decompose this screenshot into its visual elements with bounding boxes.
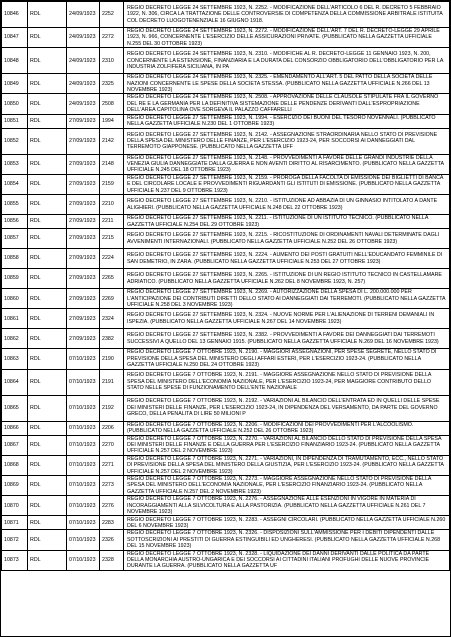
table-row: [2, 550, 450, 570]
record-description-cell: REGIO DECRETO LEGGE 27 SETTEMBRE 1923, N. 2224. - AUMENTO DEI POSTI GRATUITI NELL'EDUCANDATO FEMMINILE DI SAN DEMETRIO, IN ZARA. (PUBBLICATO NELLA GAZZETTA UFFICIALE N.253 DEL 27 OTTOBRE 1923): [124, 249, 450, 269]
record-date-cell: 07/10/1923: [67, 369, 100, 395]
record-type-cell: RDL: [28, 289, 67, 309]
record-type-cell: RDL: [28, 369, 67, 395]
record-code-cell: 2252: [100, 2, 124, 28]
record-date-cell: 27/09/1923: [67, 329, 100, 349]
record-description-cell: REGIO DECRETO LEGGE 27 SETTEMBRE 1923, N. 2210. - ISTITUZIONE AD ABBAZIA DI UN GINNASIO INTITOLATO A DANTE ALIGHIERI. (PUBBLICATO NELLA GAZZETTA UFFICIALE N.248 DEL 22 OTTOBRE 1923): [124, 195, 450, 215]
record-number-cell: 10848: [2, 48, 28, 74]
record-type-cell: RDL: [28, 74, 67, 94]
table-row: [2, 395, 450, 421]
record-date-cell: 07/10/1923: [67, 550, 100, 570]
records-table: [1, 1, 450, 571]
record-description-cell: REGIO DECRETO LEGGE 27 SETTEMBRE 1923, N. 2148. - PROVVEDIMENTI A FAVORE DELLE GRANDI INDUSTRIE DELLA VENEZIA GIULIA DANNEGGIATE DALLA GUERRA E NON AVENTI DIRITTO AL RISARCIMENTO. (PUBBLICATO NELLA GAZZETTA UFFICIALE N.245 DEL 18 OTTOBRE 1923): [124, 154, 450, 174]
record-date-cell: 27/09/1923: [67, 229, 100, 249]
record-number-cell: 10863: [2, 349, 28, 369]
record-description-cell: REGIO DECRETO LEGGE 27 SETTEMBRE 1923, N. 2269. - AUTORIZZAZIONE DELLA SPESA DI L. 200.000.000 PER L'ANTICIPAZIONE DEI CONTRIBUTI DIRETTI DELLO STATO AI DANNEGGIATI DAI TERREMOTI. (PUBBLICATO NELLA GAZZETTA UFFICIALE N.258 DEL 3 NOVEMBRE 1923): [124, 289, 450, 309]
record-number-cell: 10858: [2, 249, 28, 269]
record-date-cell: 07/10/1923: [67, 421, 100, 435]
table-row: [2, 455, 450, 475]
record-code-cell: 2224: [100, 249, 124, 269]
record-date-cell: 07/10/1923: [67, 435, 100, 455]
record-description-cell: REGIO DECRETO LEGGE 7 OTTOBRE 1923, N. 2270. - VARIAZIONI AL BILANCIO DELLO STATO DI PREVISIONE DELLA SPESA DEI MINISTERI DELLE FINANZE E DELLA GUERRA PER L'ESERCIZIO FINANZIARIO 1923-24. (PUBBLICATO NELLA GAZZETTA UFFICIALE N.257 DEL 2 NOVEMBRE 1923): [124, 435, 450, 455]
table-row: [2, 74, 450, 94]
record-code-cell: 2272: [100, 28, 124, 48]
record-number-cell: 10853: [2, 154, 28, 174]
record-number-cell: 10851: [2, 114, 28, 128]
record-code-cell: 2215: [100, 229, 124, 249]
record-type-cell: RDL: [28, 421, 67, 435]
record-date-cell: 24/09/1923: [67, 94, 100, 114]
record-code-cell: 2191: [100, 369, 124, 395]
record-number-cell: 10871: [2, 516, 28, 530]
record-date-cell: 07/10/1923: [67, 516, 100, 530]
record-description-cell: REGIO DECRETO LEGGE 27 SETTEMBRE 1923, N. 2142. - ASSEGNAZIONE STRAORDINARIA NELLO STATO DI PREVISIONE DELLA SPESA DEL MINISTERO DELLE FINANZE, PER L'ESERCIZIO 1923-24, PER SOCCORSI AI DANNEGGIATI DAL TERREMOTO GIAPPONESE. (PUBBLICATO NELLA GAZZETTA UFF: [124, 128, 450, 154]
record-date-cell: 24/09/1923: [67, 48, 100, 74]
record-type-cell: RDL: [28, 455, 67, 475]
record-type-cell: RDL: [28, 249, 67, 269]
record-date-cell: 07/10/1923: [67, 475, 100, 495]
record-code-cell: 2269: [100, 289, 124, 309]
table-row: [2, 475, 450, 495]
record-date-cell: 27/09/1923: [67, 195, 100, 215]
record-type-cell: RDL: [28, 28, 67, 48]
table-row: [2, 94, 450, 114]
table-row: [2, 229, 450, 249]
record-number-cell: 10864: [2, 369, 28, 395]
record-type-cell: RDL: [28, 530, 67, 550]
record-type-cell: RDL: [28, 94, 67, 114]
record-type-cell: RDL: [28, 2, 67, 28]
record-type-cell: RDL: [28, 516, 67, 530]
record-description-cell: REGIO DECRETO LEGGE 7 OTTOBRE 1923, N. 2328. - LIQUIDAZIONE DEI DANNI DERIVANTI DALLE POLITICA DA PARTE DELLA MONARCHIA AUSTRO-UNGARICA E DEI SOCCORSI AI CITTADINI ITALIANI PROFUGHI DELLE NUOVE PROVINCIE DURANTE LA GUERRA. (PUBBLICATO NELLA GAZZETTA UF: [124, 550, 450, 570]
record-number-cell: 10847: [2, 28, 28, 48]
record-type-cell: RDL: [28, 309, 67, 329]
record-code-cell: 2325: [100, 74, 124, 94]
record-type-cell: RDL: [28, 128, 67, 154]
record-date-cell: 27/09/1923: [67, 128, 100, 154]
record-description-cell: REGIO DECRETO LEGGE 7 OTTOBRE 1923, N. 2273. - MAGGIORE ASSEGNAZIONE NELLO STATO DI PREVISIONE DELLA SPESA DEL MINISTERO DELL'ECONOMIA NAZIONALE, PER L'ESERCIZIO FINANZIARIO 1923-24. (PUBBLICATO NELLA GAZZETTA UFFICIALE N.257 DEL 2 NOVEMBRE 1923): [124, 475, 450, 495]
records-table-body: [2, 2, 450, 571]
record-date-cell: 27/09/1923: [67, 269, 100, 289]
record-description-cell: REGIO DECRETO LEGGE 7 OTTOBRE 1923, N. 2192. - VARIAZIONI AL BILANCIO DELL'ENTRATA ED IN QUELLI DELLE SPESE DEI MINISTERI DELLE FINANZE, PER L'ESERCIZIO 1923-24, IN DIPENDENZA DEL VERSAMENTO, DA PARTE DEL GOVERNO GRECO, DELLA PENALITA DI LIRE 50 MILIONI P: [124, 395, 450, 421]
record-number-cell: 10856: [2, 215, 28, 229]
record-type-cell: RDL: [28, 475, 67, 495]
record-type-cell: RDL: [28, 48, 67, 74]
record-description-cell: REGIO DECRETO LEGGE 24 SETTEMBRE 1923, N. 2252. - MODIFICAZIONE DELL'ARTICOLO 6 DEL R. DECRETO 5 FEBBRAIO 1922, N. 306, CIRCA LA TRATTAZIONE DELLE CONTROVERSIE DI COMPETENZA DELLA COMMISSIONE ARBITRALE ISTITUITA COL DECRETO LUOGOTENENZIALE 16 GIUGNO 1918.: [124, 2, 450, 28]
record-type-cell: RDL: [28, 154, 67, 174]
record-number-cell: 10862: [2, 329, 28, 349]
record-number-cell: 10866: [2, 421, 28, 435]
table-row: [2, 128, 450, 154]
record-description-cell: REGIO DECRETO LEGGE 7 OTTOBRE 1923, N. 2191. - MAGGIORE ASSEGNAZIONE NELLO STATO DI PREVISIONE DELLA SPESA DEL MINISTERO DELL'ECONOMIA NAZIONALE, PER L'ESERCIZIO 1923-24, PER MAGGIORE CONTRIBUTO DELLO STATO NELLE SPESE DI FUNZIONAMENTO DELL'ENTE NAZIONALE: [124, 369, 450, 395]
record-description-cell: REGIO DECRETO LEGGE 27 SETTEMBRE 1923, N. 2211. - ISTITUZIONE DI UN ISTITUTO TECNICO. (PUBBLICATO NELLA GAZZETTA UFFICIALE N.254 DEL 29 OTTOBRE 1923): [124, 215, 450, 229]
table-row: [2, 349, 450, 369]
record-number-cell: 10849: [2, 74, 28, 94]
record-code-cell: 2283: [100, 516, 124, 530]
table-row: [2, 421, 450, 435]
record-number-cell: 10873: [2, 550, 28, 570]
record-description-cell: REGIO DECRETO LEGGE 24 SETTEMBRE 1923, N. 2310. - MODIFICHE AL R. DECRETO-LEGGE 11 GENNAIO 1923, N. 200, CONCERNENTE LA ESTENSIONE, FINANZIARIA E LA DURATA DEL CONSORZIO OBBLIGATORIO DELL'OBBLIGATORIO PER LA INDUSTRIA ZOLFIFERA SICILIANA, IN PA: [124, 48, 450, 74]
record-type-cell: RDL: [28, 349, 67, 369]
record-code-cell: 2210: [100, 195, 124, 215]
record-type-cell: RDL: [28, 435, 67, 455]
record-type-cell: RDL: [28, 229, 67, 249]
record-code-cell: 2273: [100, 475, 124, 495]
record-description-cell: REGIO DECRETO LEGGE 27 SETTEMBRE 1923, N. 2159. - PROROGA DELLA FACOLTA DI EMISSIONE DEI BIGLIETTI DI BANCA E DEL CIRCOLARE LOCALE E PROVVEDIMENTI RIGUARDANTI GLI ISTITUTI DI EMISSIONE. (PUBBLICATO NELLA GAZZETTA UFFICIALE N.237 DEL 9 OTTOBRE 1923): [124, 174, 450, 194]
table-row: [2, 48, 450, 74]
table-row: [2, 435, 450, 455]
record-number-cell: 10861: [2, 309, 28, 329]
record-code-cell: 2190: [100, 349, 124, 369]
table-row: [2, 2, 450, 28]
table-row: [2, 289, 450, 309]
record-type-cell: RDL: [28, 329, 67, 349]
record-date-cell: 07/10/1923: [67, 395, 100, 421]
record-description-cell: REGIO DECRETO LEGGE 24 SETTEMBRE 1923, N. 2272. - MODIFICAZIONE DELL'ART. 7 DEL R. DECRETO-LEGGE 29 APRILE 1923, N. 966, CONCERNENTE L'ESERCIZIO DELLE ASSICURAZIONI PRIVATE. (PUBBLICATO NELLA GAZZETTA UFFICIALE N.255 DEL 30 OTTOBRE 1923): [124, 28, 450, 48]
record-code-cell: 2192: [100, 395, 124, 421]
record-description-cell: REGIO DECRETO LEGGE 7 OTTOBRE 1923, N. 2283. - ASSEGNI CIRCOLARI. (PUBBLICATO NELLA GAZZETTA UFFICIALE N.260 DEL 6 NOVEMBRE 1923): [124, 516, 450, 530]
record-date-cell: 27/09/1923: [67, 289, 100, 309]
record-number-cell: 10860: [2, 289, 28, 309]
record-type-cell: RDL: [28, 496, 67, 516]
record-code-cell: 2382: [100, 329, 124, 349]
record-description-cell: REGIO DECRETO LEGGE 7 OTTOBRE 1923, N. 2326. - DISPOSIZIONI SULL'AMMISSIONE PER I DEBITI DIPENDENTI DALLE SOTTOSCRIZIONI AI PRESTITI DI GUERRA ESTINGUIBILI ED UNGHERESI. (PUBBLICATO NELLA GAZZETTA UFFICIALE N.268 DEL 15 NOVEMBRE 1923): [124, 530, 450, 550]
record-date-cell: 27/09/1923: [67, 114, 100, 128]
record-number-cell: 10852: [2, 128, 28, 154]
record-code-cell: 2508: [100, 94, 124, 114]
record-number-cell: 10859: [2, 269, 28, 289]
record-date-cell: 07/10/1923: [67, 455, 100, 475]
record-date-cell: 27/09/1923: [67, 309, 100, 329]
table-row: [2, 309, 450, 329]
record-description-cell: REGIO DECRETO LEGGE 7 OTTOBRE 1923, N. 2276. - ASSEGNAZIONE ALLE ESENZIONI IN VIGORE IN MATERIA DI INCORAGGIAMENTI ALLA SILVICOLTURA E ALLA PASTORIZIA. (PUBBLICATO NELLA GAZZETTA UFFICIALE N.261 DEL 7 NOVEMBRE 1923): [124, 496, 450, 516]
record-number-cell: 10867: [2, 435, 28, 455]
record-number-cell: 10868: [2, 455, 28, 475]
record-code-cell: 2310: [100, 48, 124, 74]
record-date-cell: 27/09/1923: [67, 174, 100, 194]
table-row: [2, 516, 450, 530]
record-date-cell: 24/09/1923: [67, 28, 100, 48]
record-number-cell: 10855: [2, 195, 28, 215]
record-date-cell: 24/09/1923: [67, 2, 100, 28]
record-number-cell: 10870: [2, 496, 28, 516]
record-type-cell: RDL: [28, 114, 67, 128]
table-row: [2, 174, 450, 194]
record-code-cell: 2324: [100, 309, 124, 329]
record-number-cell: 10865: [2, 395, 28, 421]
record-code-cell: 2206: [100, 421, 124, 435]
record-code-cell: 2326: [100, 530, 124, 550]
record-date-cell: 27/09/1923: [67, 249, 100, 269]
record-number-cell: 10872: [2, 530, 28, 550]
record-number-cell: 10857: [2, 229, 28, 249]
table-row: [2, 195, 450, 215]
table-row: [2, 249, 450, 269]
record-date-cell: 07/10/1923: [67, 496, 100, 516]
table-row: [2, 28, 450, 48]
table-row: [2, 269, 450, 289]
record-code-cell: 2270: [100, 435, 124, 455]
record-number-cell: 10869: [2, 475, 28, 495]
record-description-cell: REGIO DECRETO LEGGE 27 SETTEMBRE 1923, N. 2324. - NUOVE NORME PER L'ALIENAZIONE DI TERRENI DEMANIALI IN ISPEZIA. (PUBBLICATO NELLA GAZZETTA UFFICIALE N.267 DEL 14 NOVEMBRE 1923): [124, 309, 450, 329]
record-code-cell: 2142: [100, 128, 124, 154]
record-type-cell: RDL: [28, 174, 67, 194]
record-number-cell: 10850: [2, 94, 28, 114]
record-code-cell: 2276: [100, 496, 124, 516]
record-description-cell: REGIO DECRETO LEGGE 27 SETTEMBRE 1923, N. 2215. - RICOSTITUZIONE DI ORDINAMENTI NAVALI DETERMINATE DAGLI AVVENIMENTI INTERNAZIONALI. (PUBBLICATO NELLA GAZZETTA UFFICIALE N.252 DEL 26 OTTOBRE 1923): [124, 229, 450, 249]
table-row: [2, 496, 450, 516]
table-row: [2, 215, 450, 229]
record-code-cell: 2328: [100, 550, 124, 570]
table-row: [2, 530, 450, 550]
record-number-cell: 10854: [2, 174, 28, 194]
table-row: [2, 154, 450, 174]
record-description-cell: REGIO DECRETO LEGGE 7 OTTOBRE 1923, N. 2271. - VARIAZIONI, IN DIPENDENZA DI TRAMUTAMENTO, ECC., NELLO STATO DI PREVISIONE DELLA SPESA DEL MINISTERO DELLA GIUSTIZIA, PER L'ESERCIZIO 1923-24. (PUBBLICATO NELLA GAZZETTA UFFICIALE N.257 DEL 2 NOVEMBRE 1923): [124, 455, 450, 475]
record-date-cell: 24/09/1923: [67, 74, 100, 94]
record-date-cell: 27/09/1923: [67, 154, 100, 174]
record-description-cell: REGIO DECRETO LEGGE 24 SETTEMBRE 1923, N. 2325. - EMENDAMENTO ALL'ART. 5 DEL PATTO DELLA SOCIETA DELLE NAZIONI CONCERNENTE LE SPESE DELLA SOCIETA STESSA. (PUBBLICATO NELLA GAZZETTA UFFICIALE N.266 DEL 13 NOVEMBRE 1923): [124, 74, 450, 94]
record-code-cell: 2159: [100, 174, 124, 194]
record-code-cell: 2211: [100, 215, 124, 229]
table-row: [2, 329, 450, 349]
record-description-cell: REGIO DECRETO LEGGE 7 OTTOBRE 1923, N. 2190. - MAGGIORI ASSEGNAZIONI, PER SPESE SEGRETE, NELLO STATO DI PREVISIONE DELLA SPESA DEL MINISTERO DEGLI AFFARI ESTERI, PER L'ESERCIZIO 1923-24. (PUBBLICATO NELLA GAZZETTA UFFICIALE N.250 DEL 24 OTTOBRE 1923): [124, 349, 450, 369]
record-type-cell: RDL: [28, 269, 67, 289]
record-code-cell: 2265: [100, 269, 124, 289]
record-date-cell: 07/10/1923: [67, 530, 100, 550]
record-type-cell: RDL: [28, 215, 67, 229]
record-number-cell: 10846: [2, 2, 28, 28]
record-description-cell: REGIO DECRETO LEGGE 7 OTTOBRE 1923, N. 2206. - MODIFICAZIONI DEI PROVVEDIMENTI PER L'ALCOOLISMO. (PUBBLICATO NELLA GAZZETTA UFFICIALE N.252 DEL 26 OTTOBRE 1923): [124, 421, 450, 435]
table-row: [2, 369, 450, 395]
record-date-cell: 07/10/1923: [67, 349, 100, 369]
record-description-cell: REGIO DECRETO LEGGE 27 SETTEMBRE 1923, N. 2265. - ISTITUZIONE DI UN REGIO ISTITUTO TECNICO IN CASTELLAMARE ADRIATICO. (PUBBLICATO NELLA GAZZETTA UFFICIALE N.262 DEL 8 NOVEMBRE 1923, N. 257): [124, 269, 450, 289]
record-type-cell: RDL: [28, 395, 67, 421]
record-date-cell: 27/09/1923: [67, 215, 100, 229]
record-type-cell: RDL: [28, 195, 67, 215]
record-code-cell: 1994: [100, 114, 124, 128]
record-description-cell: REGIO DECRETO LEGGE 24 SETTEMBRE 1923, N. 2508. - APPROVAZIONE DELLE CLAUSOLE STIPULATE FRA IL GOVERNO DEL RE E LA GERMANIA PER LA DEFINITIVA SISTEMAZIONE DELLE PENDENZE DERIVANTI DALL'ESPROPRIAZIONE DELL'AREA CAPITOLINA OVE SORGEVA IL PALAZZO CAFFARELLI: [124, 94, 450, 114]
record-description-cell: REGIO DECRETO LEGGE 27 SETTEMBRE 1923, N. 2382. - PROVVEDIMENTI A FAVORE DEI DANNEGGIATI DAI TERREMOTI SUCCESSIVI A QUELLO DEL 13 GENNAIO 1915. (PUBBLICATO NELLA GAZZETTA UFFICIALE N.269 DEL 16 NOVEMBRE 1923): [124, 329, 450, 349]
record-code-cell: 2148: [100, 154, 124, 174]
table-row: [2, 114, 450, 128]
record-description-cell: REGIO DECRETO LEGGE 27 SETTEMBRE 1923, N. 1994. - ESERCIZIO DEI BUONI DEL TESORO NOVENNALI. (PUBBLICATO NELLA GAZZETTA UFFICIALE N.230 DEL 1 OTTOBRE 1923): [124, 114, 450, 128]
record-code-cell: 2271: [100, 455, 124, 475]
record-type-cell: RDL: [28, 550, 67, 570]
